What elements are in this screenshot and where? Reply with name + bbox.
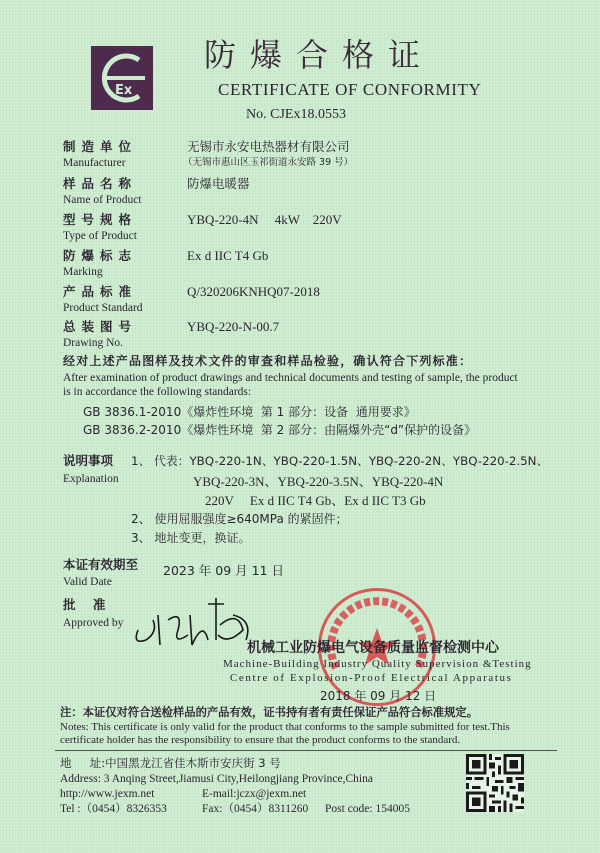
explanation-item: 3、 地址变更，换证。 xyxy=(131,531,251,545)
explanation-item: 1、 代表：YBQ-220-1N、YBQ-220-1.5N、YBQ-220-2N、YBQ-220-2.5N、 xyxy=(131,454,549,468)
title-cn: 防爆合格证 xyxy=(204,36,435,74)
explanation-item: 220V Ex d IIC T4 Gb、Ex d IIC T3 Gb xyxy=(205,493,426,508)
standard-item: GB 3836.1-2010《爆炸性环境 第 1 部分：设备 通用要求》 xyxy=(83,405,416,419)
field-label-cn: 防爆标志 xyxy=(63,248,138,263)
approved-label-en: Approved by xyxy=(63,617,124,629)
field-label-en: Product Standard xyxy=(63,302,143,314)
valid-date-label-en: Valid Date xyxy=(63,576,112,588)
conformity-statement-cn: 经对上述产品图样及技术文件的审查和样品检验，确认符合下列标准： xyxy=(63,354,473,368)
field-value: Ex d IIC T4 Gb xyxy=(187,248,269,263)
conformity-statement-en: After examination of product drawings and technical documents and testing of sample, the product xyxy=(63,372,518,384)
field-label-cn: 样品名称 xyxy=(63,176,138,191)
field-label-cn: 型号规格 xyxy=(63,212,138,227)
field-label-en: Marking xyxy=(63,266,103,278)
website-link[interactable]: http://www.jexm.net xyxy=(60,788,155,800)
field-label-cn: 总装图号 xyxy=(63,319,138,334)
explanation-item: 2、 使用屈服强度≥640MPa 的紧固件； xyxy=(131,512,348,526)
field-label-en: Name of Product xyxy=(63,194,142,206)
signature xyxy=(128,590,258,650)
email-link[interactable]: E-mail:jczx@jexm.net xyxy=(202,788,307,800)
certificate-number: No. CJEx18.0553 xyxy=(246,107,346,122)
notes-en: certificate holder has the responsibility to ensure that the product conforms to the standard. xyxy=(60,734,461,746)
issue-date: 2018 年 09 月 12 日 xyxy=(320,689,437,703)
valid-date-value: 2023 年 09 月 11 日 xyxy=(163,563,284,578)
notes-cn: 注：本证仅对符合送检样品的产品有效，证书持有者有责任保证产品符合标准规定。 xyxy=(60,706,478,719)
explanation-item: YBQ-220-3N、YBQ-220-3.5N、YBQ-220-4N xyxy=(193,474,444,489)
field-value: YBQ-220-4N 4kW 220V xyxy=(187,212,342,227)
field-label-en: Manufacturer xyxy=(63,157,126,169)
valid-date-label-cn: 本证有效期至 xyxy=(63,557,139,572)
issuer-name-en: Machine-Building Industry Quality Supervision &Testing xyxy=(223,658,532,670)
field-label-en: Drawing No. xyxy=(63,337,124,349)
field-value: Q/320206KNHQ07-2018 xyxy=(187,284,320,299)
svg-text:Ex: Ex xyxy=(115,83,133,98)
explanation-label-en: Explanation xyxy=(63,473,119,485)
post-code: Post code: 154005 xyxy=(325,803,410,815)
field-value: 无锡市永安电热器材有限公司 xyxy=(187,139,350,154)
ex-logo xyxy=(91,46,153,110)
issuer-name-cn: 机械工业防爆电气设备质量监督检测中心 xyxy=(247,640,499,656)
qr-code-icon[interactable] xyxy=(465,754,525,812)
field-value: YBQ-220-N-00.7 xyxy=(187,319,280,334)
approved-label-cn: 批 准 xyxy=(63,597,106,612)
field-label-en: Type of Product xyxy=(63,230,137,242)
telephone: Tel :（0454）8326353 xyxy=(60,803,167,815)
field-value: 防爆电暖器 xyxy=(187,176,250,191)
manufacturer-address: （无锡市惠山区玉祁街道永安路 39 号） xyxy=(183,157,354,168)
notes-en: Notes: This certificate is only valid for the product that conforms to the sample submitted for test.This xyxy=(60,721,510,733)
address-en: Address: 3 Anqing Street,Jiamusi City,Heilongjiang Province,China xyxy=(60,773,373,785)
footer-divider xyxy=(55,750,557,751)
field-label-cn: 制造单位 xyxy=(63,139,138,154)
field-label-cn: 产品标准 xyxy=(63,284,138,299)
explanation-label-cn: 说明事项 xyxy=(63,453,114,468)
conformity-statement-en: is in accordance the following standards: xyxy=(63,386,252,398)
title-en: CERTIFICATE OF CONFORMITY xyxy=(218,80,482,99)
fax: Fax:（0454）8311260 xyxy=(202,803,309,815)
ex-logo-icon xyxy=(91,46,153,110)
standard-item: GB 3836.2-2010《爆炸性环境 第 2 部分：由隔爆外壳“d”保护的设备》 xyxy=(83,423,477,437)
address-cn: 地 址:中国黑龙江省佳木斯市安庆街 3 号 xyxy=(60,756,281,770)
issuer-name-en: Centre of Explosion-Proof Electrical Apparatus xyxy=(230,672,513,684)
